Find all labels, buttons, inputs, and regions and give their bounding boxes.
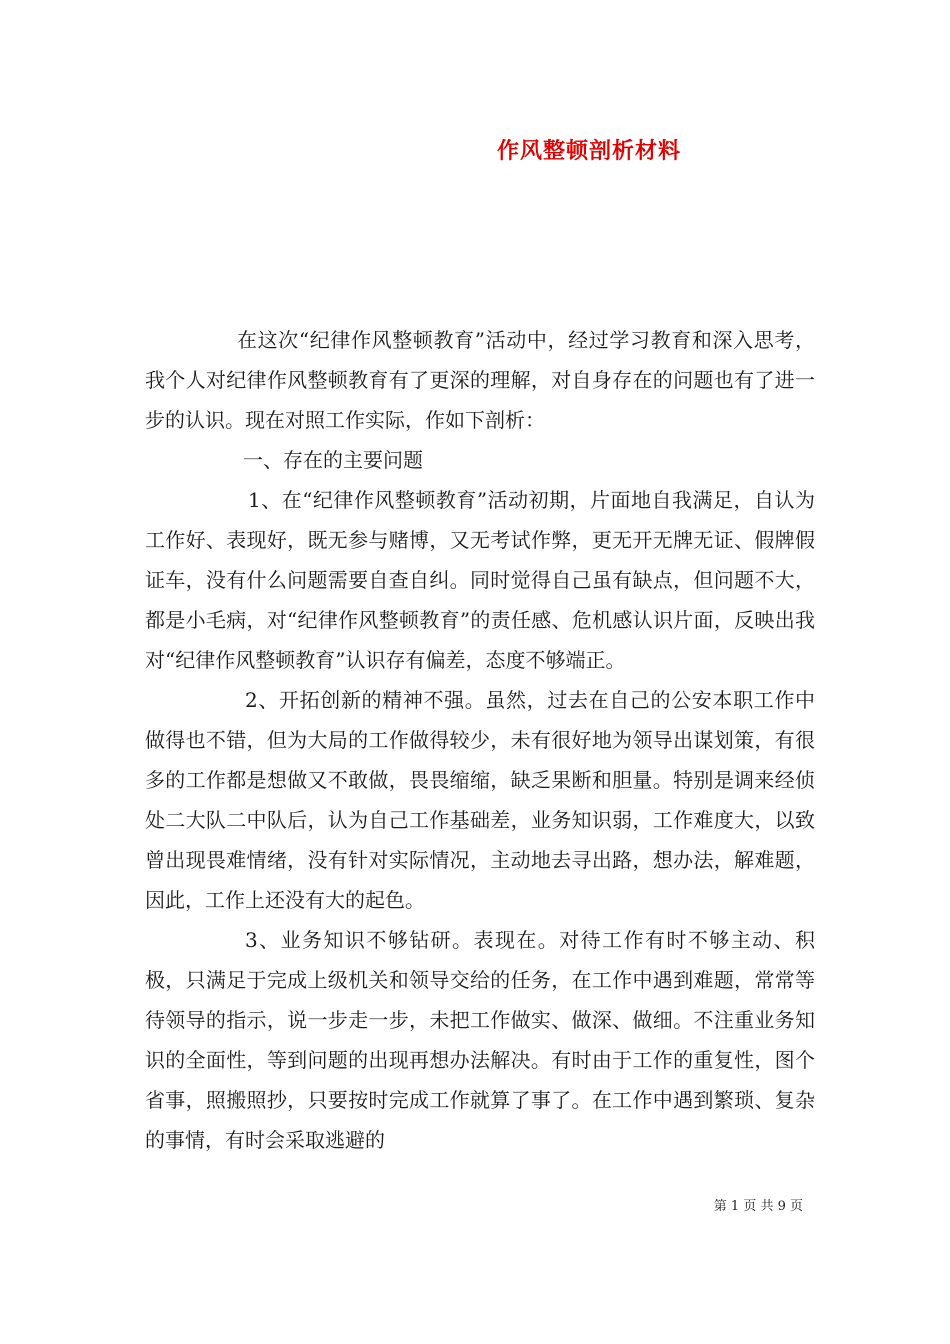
item-2-text: 2、开拓创新的精神不强。虽然，过去在自己的公安本职工作中做得也不错，但为大局的工作做得较少，未有很好地为领导出谋划策，有很多的工作都是想做又不敢做，畏畏缩缩，缺乏果断和胆量。特别是调来经侦处二大队二中队后，认为自己工作基础差，业务知识弱，工作难度大，以致曾出现畏难情绪，没有针对实际情况，主动地去寻出路，想办法，解难题，因此，工作上还没有大的起色。	[145, 688, 815, 912]
intro-paragraph	[145, 320, 815, 440]
list-item	[145, 920, 815, 1160]
item-1-text: 1、在“纪律作风整顿教育”活动初期，片面地自我满足，自认为工作好、表现好，既无参与赌博，又无考试作弊，更无开无牌无证、假牌假证车，没有什么问题需要自查自纠。同时觉得自己虽有缺点，但问题不大，都是小毛病，对“纪律作风整顿教育”的责任感、危机感认识片面，反映出我对“纪律作风整顿教育”认识存有偏差，态度不够端正。	[145, 488, 815, 672]
item-3-text: 3、业务知识不够钻研。表现在。对待工作有时不够主动、积极，只满足于完成上级机关和领导交给的任务，在工作中遇到难题，常常等待领导的指示，说一步走一步，未把工作做实、做深、做细。不注重业务知识的全面性，等到问题的出现再想办法解决。有时由于工作的重复性，图个省事，照搬照抄，只要按时完成工作就算了事了。在工作中遇到繁琐、复杂的事情，有时会采取逃避的	[145, 928, 815, 1152]
page-number: 第 1 页 共 9 页	[713, 1199, 803, 1214]
document-title: 作风整顿剖析材料	[496, 138, 681, 164]
list-item	[145, 480, 815, 680]
section-heading: 一、存在的主要问题	[243, 448, 423, 472]
document-body	[145, 320, 815, 1160]
intro-text: 在这次“纪律作风整顿教育”活动中，经过学习教育和深入思考，我个人对纪律作风整顿教育有了更深的理解，对自身存在的问题也有了进一步的认识。现在对照工作实际，作如下剖析：	[145, 328, 815, 432]
list-item	[145, 680, 815, 920]
